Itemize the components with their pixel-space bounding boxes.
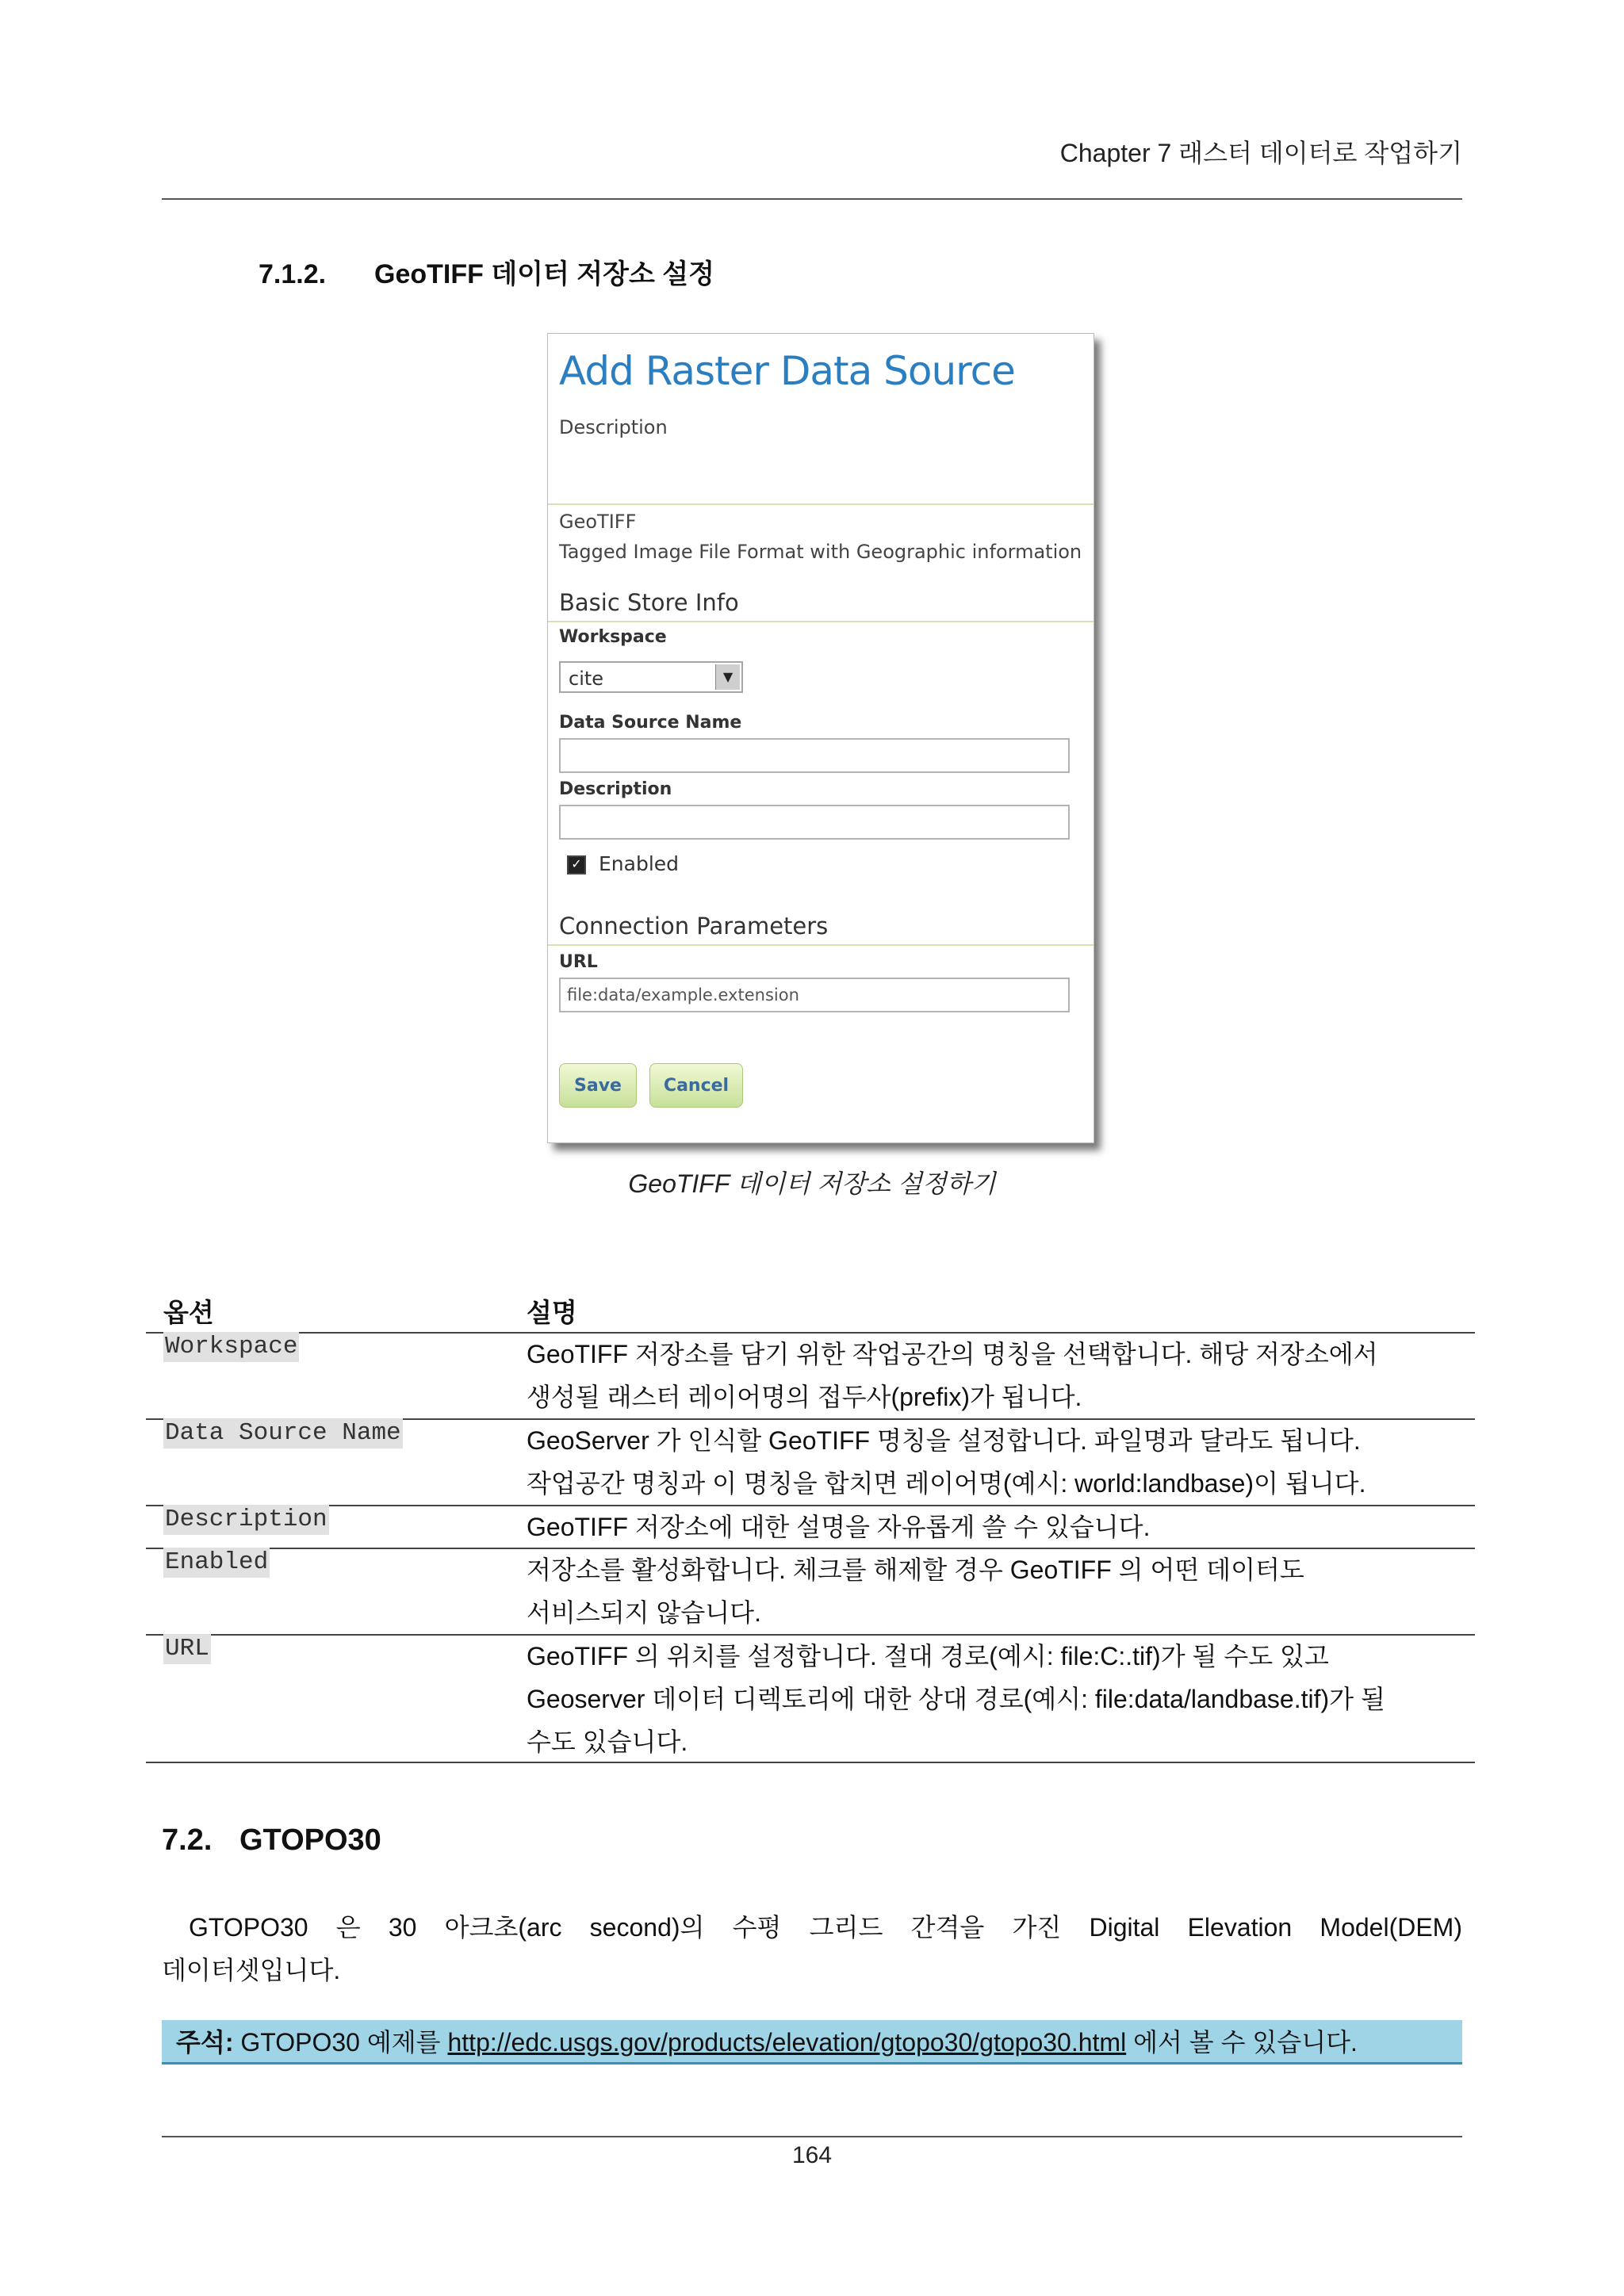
- description-line: GeoTIFF 저장소를 담기 위한 작업공간의 명칭을 선택합니다. 해당 저장소에서: [527, 1340, 1378, 1368]
- figure-caption: GeoTIFF 데이터 저장소 설정하기: [628, 1169, 996, 1198]
- format-info: [559, 507, 1082, 567]
- option-description-description: [527, 1506, 1462, 1548]
- description-input[interactable]: [559, 805, 1070, 840]
- option-url: URL: [165, 1635, 209, 1663]
- table-rule: [146, 1762, 1475, 1763]
- form-divider: [548, 621, 1094, 622]
- url-input[interactable]: [559, 978, 1070, 1012]
- description-line: GeoServer 가 인식할 GeoTIFF 명칭을 설정합니다. 파일명과 달라도 됩니다.: [527, 1426, 1361, 1455]
- data-source-name-input[interactable]: [559, 738, 1070, 773]
- body-paragraph-line-1: GTOPO30 은 30 아크초(arc second)의 수평 그리드 간격을 가진 Digital Elevation Model(DEM): [189, 1913, 1462, 1942]
- note-text-tail: 에서 볼 수 있습니다.: [1126, 2028, 1358, 2057]
- section-number: 7.1.2.: [259, 259, 327, 289]
- option-data-source-name-description: [527, 1419, 1462, 1505]
- workspace-label: Workspace: [559, 627, 667, 647]
- option-description: Description: [165, 1506, 327, 1533]
- save-button[interactable]: Save: [559, 1063, 637, 1108]
- enabled-checkbox[interactable]: ✓: [567, 855, 586, 874]
- form-divider: [548, 503, 1094, 505]
- enabled-label: Enabled: [599, 852, 680, 875]
- header-rule: [162, 198, 1462, 200]
- workspace-selected-value: cite: [569, 668, 604, 690]
- description-field-label: Description: [559, 779, 672, 799]
- footer-rule: [162, 2136, 1462, 2137]
- form-description-label: Description: [559, 416, 668, 438]
- connection-parameters-heading: Connection Parameters: [559, 913, 829, 939]
- description-line: 작업공간 명칭과 이 명칭을 합치면 레이어명(예시: world:landbase)이 됩니다.: [527, 1469, 1366, 1498]
- note-lead: 주석:: [176, 2028, 234, 2057]
- format-description: Tagged Image File Format with Geographic information: [559, 541, 1082, 563]
- running-header: Chapter 7 래스터 데이터로 작업하기: [1059, 139, 1462, 167]
- section-heading-7-2: [162, 1823, 381, 1858]
- description-line: 생성될 래스터 레이어명의 접두사(prefix)가 됩니다.: [527, 1383, 1082, 1411]
- description-line: Geoserver 데이터 디렉토리에 대한 상대 경로(예시: file:data/landbase.tif)가 될: [527, 1685, 1385, 1713]
- option-enabled-description: [527, 1548, 1462, 1634]
- page-number: 164: [791, 2142, 833, 2168]
- body-paragraph-line-2: 데이터셋입니다.: [162, 1956, 341, 1984]
- url-label: URL: [559, 952, 598, 972]
- form-divider: [548, 944, 1094, 946]
- option-workspace: Workspace: [165, 1333, 298, 1360]
- url-value: file:data/example.extension: [567, 985, 799, 1004]
- section-heading-7-1-2: [259, 252, 714, 291]
- form-title: Add Raster Data Source: [559, 348, 1015, 394]
- note-text: GTOPO30 예제를: [233, 2028, 448, 2057]
- cancel-button[interactable]: Cancel: [649, 1063, 743, 1108]
- description-line: GeoTIFF 의 위치를 설정합니다. 절대 경로(예시: file:C:.tif)가 될 수도 있고: [527, 1642, 1329, 1670]
- option-url-description: [527, 1635, 1462, 1763]
- section-number: 7.2.: [162, 1823, 213, 1857]
- note-box: [162, 2020, 1462, 2064]
- description-line: 서비스되지 않습니다.: [527, 1598, 761, 1627]
- data-source-name-label: Data Source Name: [559, 713, 742, 733]
- format-name: GeoTIFF: [559, 511, 637, 533]
- description-line: 수도 있습니다.: [527, 1728, 688, 1756]
- option-data-source-name: Data Source Name: [165, 1419, 401, 1447]
- table-header-description: 설명: [527, 1298, 577, 1327]
- option-workspace-description: [527, 1333, 1462, 1418]
- option-enabled: Enabled: [165, 1548, 269, 1576]
- section-title: GTOPO30: [239, 1823, 381, 1857]
- section-title: GeoTIFF 데이터 저장소 설정: [374, 259, 714, 289]
- description-line: GeoTIFF 저장소에 대한 설명을 자유롭게 쓸 수 있습니다.: [527, 1513, 1151, 1541]
- description-line: 저장소를 활성화합니다. 체크를 해제할 경우 GeoTIFF 의 어떤 데이터도: [527, 1556, 1304, 1584]
- gtopo30-link[interactable]: http://edc.usgs.gov/products/elevation/gtopo30/gtopo30.html: [447, 2028, 1127, 2057]
- workspace-select[interactable]: [559, 661, 743, 693]
- dropdown-arrow-icon[interactable]: ▼: [715, 664, 740, 690]
- basic-store-info-heading: Basic Store Info: [559, 589, 739, 616]
- table-header-option: 옵션: [163, 1298, 214, 1327]
- add-raster-data-source-screenshot: [547, 333, 1094, 1143]
